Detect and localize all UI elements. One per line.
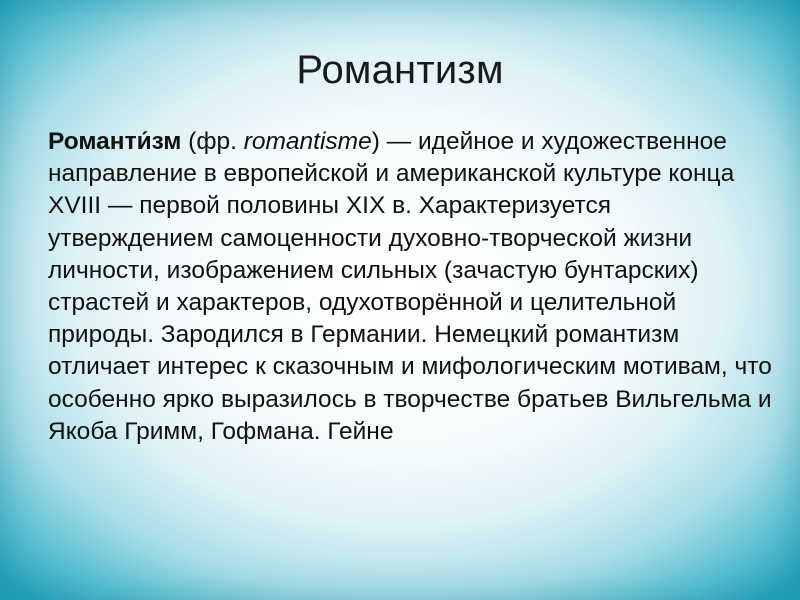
slide-title: Романтизм bbox=[296, 48, 504, 92]
term-highlight: Романти́зм bbox=[48, 128, 182, 155]
body-segment-2: ) — идейное и художественное направление в европейской и американской культуре конца XVIII — первой половины XIX в. Характеризуется утверждением самоценности духовно-творческой жизни личности, изображением сильных (зачастую бунтарских) страстей и характеров, одухотворённой и целительной природы. Зародился в Германии. Немецкий романтизм отличает интерес к сказочным и мифологическим мотивам, что особенно ярко выразилось в творчестве братьев Вильгельма и Якоба Гримм, Гофмана. Гейне bbox=[48, 128, 772, 445]
body-segment-1: (фр. bbox=[181, 128, 244, 155]
slide-body-text bbox=[48, 126, 778, 448]
foreign-term: romantisme bbox=[243, 128, 372, 155]
